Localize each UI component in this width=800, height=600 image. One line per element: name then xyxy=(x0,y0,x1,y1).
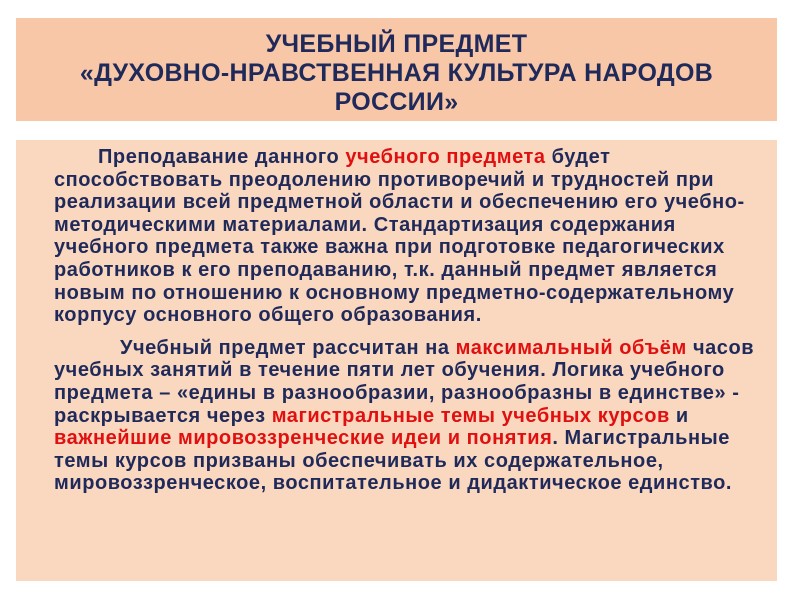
highlight-subject: учебного предмета xyxy=(345,146,546,168)
content-panel xyxy=(16,140,777,581)
title-banner xyxy=(16,18,777,121)
paragraph-2-text-2: часов учебных занятий в течение пяти лет обучения. Логика учебного предмета – «едины в разнообразии, разнообразны в единстве» - раскрывается через xyxy=(54,336,755,427)
title-line-2: «ДУХОВНО-НРАВСТВЕННАЯ КУЛЬТУРА НАРОДОВ xyxy=(79,59,714,87)
highlight-worldview-ideas: важнейшие мировоззренческие идеи и понятия xyxy=(54,427,553,450)
paragraph-2-text-1: Учебный предмет рассчитан на xyxy=(120,336,456,359)
highlight-main-topics: магистральные темы учебных курсов xyxy=(271,404,670,427)
paragraph-hours xyxy=(54,337,767,495)
highlight-max-volume: максимальный объём xyxy=(455,336,687,359)
paragraph-1-text-1: Преподавание данного xyxy=(98,146,346,168)
paragraph-teaching xyxy=(54,146,767,327)
paragraph-2-text-4: . Магистральные темы курсов призваны обеспечивать их содержательное, мировоззренческое, воспитательное и дидактическое единство. xyxy=(54,427,732,495)
paragraph-2-text-3: и xyxy=(669,404,689,427)
title-line-3: РОССИИ» xyxy=(334,88,459,116)
paragraph-1-text-2: будет способствовать преодолению противоречий и трудностей при реализации всей предметной области и обеспечению его учебно-методическими материалами. Стандартизация содержания учебного предмета также важна при подготовке педагогических работников к его преподаванию, т.к. данный предмет является новым по отношению к основному предметно-содержательному корпусу основного общего образования. xyxy=(54,146,745,327)
title-line-1: УЧЕБНЫЙ ПРЕДМЕТ xyxy=(265,30,528,58)
